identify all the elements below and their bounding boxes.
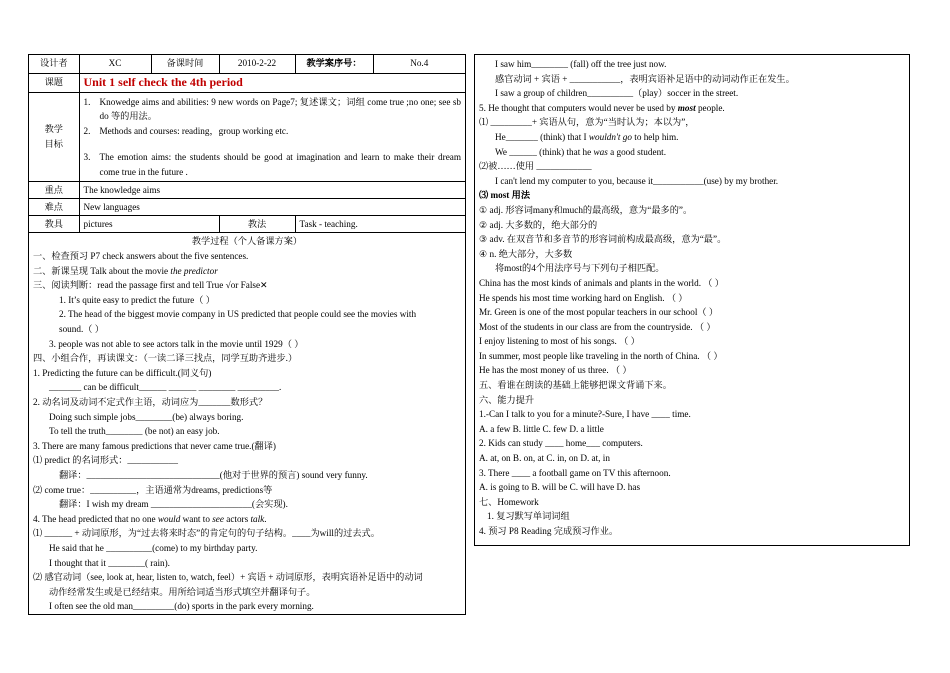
text-line: I can't lend my computer to you, because it___________(use) by my brother.: [495, 175, 779, 186]
text-line: A. a few B. little C. few D. a little: [479, 423, 604, 434]
difficult-row: [29, 199, 465, 216]
text-line: He_______ (think) that I wouldn't go to help him.: [495, 131, 679, 142]
text-line: 七、Homework: [479, 496, 539, 507]
text-line: 1.-Can I talk to you for a minute?-Sure, I have ____ time.: [479, 409, 691, 420]
topic-title: Unit 1 self check the 4th period: [79, 73, 465, 92]
tools-label: 教具: [29, 216, 79, 233]
text-line: 5. He thought that computers would never be used by most people.: [479, 102, 725, 113]
seq-value: No.4: [373, 55, 465, 73]
tools-value: pictures: [79, 216, 219, 233]
text-line: I often see the old man_________(do) sports in the park every morning.: [49, 601, 314, 612]
text-line: I enjoy listening to most of his songs. （ ）: [479, 336, 640, 347]
text-line: China has the most kinds of animals and plants in the world. （ ）: [479, 277, 724, 288]
text-line: Doing such simple jobs________(be) always boring.: [49, 411, 244, 422]
text-line: 2. The head of the biggest movie company in US predicted that people could see the movies with: [59, 309, 417, 320]
text-line: ① adj. 形容词many和much的最高级，意为“最多的”。: [479, 204, 693, 215]
teaching-process: [29, 233, 465, 614]
aims-list: [79, 92, 465, 182]
text-line: 1. It’s quite easy to predict the future（ ）: [59, 294, 215, 305]
text-line: 2. Kids can study ____ home___ computers.: [479, 438, 643, 449]
designer-value: XC: [79, 55, 151, 73]
topic-row: [29, 73, 465, 92]
method-label: 教法: [219, 216, 295, 233]
tools-row: [29, 216, 465, 233]
aim-item: 1. Knowedge aims and abilities: 9 new words on Page7; 复述课文；词组 come true ;no one; see sb do 等的用法。: [83, 96, 461, 122]
text-line: 3. people was not able to see actors talk in the movie until 1929（ ）: [49, 338, 304, 349]
aims-row: [29, 92, 465, 182]
text-line: ⑴ ______ + 动词原形，为“过去将来时态”的肯定句的句子结构。____为will的过去式。: [33, 528, 380, 539]
text-line: ③ adv. 在双音节和多音节的形容词前构成最高级，意为“最”。: [479, 234, 727, 245]
text-line: 1. Predicting the future can be difficult.(同义句): [33, 367, 212, 378]
text-line: 1. 复习默写单词词组: [487, 511, 570, 522]
text-line: 动作经常发生或是已经结束。用所给词适当形式填空并翻译句子。: [49, 586, 316, 597]
text-line: He spends his most time working hard on English. （ ）: [479, 292, 688, 303]
lesson-plan-right-column: [474, 54, 910, 546]
aims-label-line1: 教学: [44, 124, 63, 135]
difficult-value: New languages: [79, 199, 465, 216]
text-line: 二、新课呈现 Talk about the movie the predictor: [33, 265, 218, 276]
date-label: 备课时间: [151, 55, 219, 73]
text-line: I saw a group of children__________（play）soccer in the street.: [495, 88, 739, 99]
process-title: 教学过程（个人备课方案）: [191, 236, 303, 247]
text-line: ② adj. 大多数的，绝大部分的: [479, 219, 598, 230]
text-line: 六、能力提升: [479, 394, 535, 405]
designer-label: 设计者: [29, 55, 79, 73]
text-line: _______ can be difficult______ ______ ________ _________.: [49, 382, 282, 393]
text-line: I saw him________ (fall) off the tree just now.: [495, 59, 667, 69]
aims-label-line2: 目标: [44, 138, 63, 149]
text-line: 翻译：_____________________________(他对于世界的预言) sound very funny.: [59, 469, 368, 480]
text-line: 4. The head predicted that no one would want to see actors talk.: [33, 513, 267, 524]
difficult-label: 难点: [29, 199, 79, 216]
aim-item: 2. Methods and courses: reading，group working etc.: [83, 125, 289, 136]
text-line: ④ n. 绝大部分，大多数: [479, 248, 573, 259]
key-point-row: [29, 182, 465, 199]
date-value: 2010-2-22: [219, 55, 295, 73]
text-line: Most of the students in our class are from the countryside. （ ）: [479, 321, 716, 332]
text-line: 将most的4个用法序号与下列句子相匹配。: [495, 263, 665, 274]
text-line: 3. There ____ a football game on TV this afternoon.: [479, 467, 671, 478]
text-line: To tell the truth________ (be not) an easy job.: [49, 426, 220, 437]
text-line: ⑴ _________+ 宾语从句，意为“当时认为；本以为”，: [479, 117, 695, 128]
text-line: 翻译：I wish my dream ______________________(会实现).: [59, 499, 288, 510]
text-line: 一、检查预习 P7 check answers about the five sentences.: [33, 251, 249, 262]
aim-item: 3. The emotion aims: the students should be good at imagination and learn to make their dream come true in the future .: [83, 152, 461, 177]
text-line: ⑵ come true：__________，主语通常为dreams, predictions等: [33, 484, 273, 495]
key-point-value: The knowledge aims: [79, 182, 465, 199]
text-line: Mr. Green is one of the most popular teachers in our school（ ）: [479, 307, 719, 318]
text-line: A. at, on B. on, at C. in, on D. at, in: [479, 453, 610, 464]
text-line: ⑵被……使用 ____________: [479, 161, 592, 172]
text-line: ⑶ most 用法: [479, 190, 531, 201]
text-line: ⑴ predict 的名词形式：___________: [33, 455, 178, 466]
lesson-plan-left-column: [28, 54, 466, 615]
text-line: sound.（ ）: [59, 324, 104, 335]
text-line: He has the most money of us three. （ ）: [479, 365, 632, 376]
text-line: In summer, most people like traveling in the north of China. （ ）: [479, 350, 723, 361]
aims-label: [29, 92, 79, 182]
topic-label: 课题: [29, 73, 79, 92]
text-line: A. is going to B. will be C. will have D. has: [479, 482, 641, 493]
text-line: I thought that it ________( rain).: [49, 557, 170, 568]
text-line: 感官动词 + 宾语 + ___________，表明宾语补足语中的动词动作正在发生。: [495, 73, 795, 84]
method-value: Task - teaching.: [295, 216, 465, 233]
text-line: 五、看谁在朗读的基础上能够把课文背诵下来。: [479, 380, 672, 391]
text-line: 4. 预习 P8 Reading 完成预习作业。: [479, 526, 619, 536]
text-line: 四、小组合作，再读课文：（一读二译三找点，同学互助齐进步.）: [33, 353, 298, 364]
process-lines: [33, 249, 461, 614]
text-line: He said that he __________(come) to my birthday party.: [49, 542, 258, 553]
lesson-info-table: [29, 55, 465, 233]
key-point-label: 重点: [29, 182, 79, 199]
seq-label: 教学案序号：: [295, 55, 373, 73]
text-line: ⑵ 感官动词（see, look at, hear, listen to, watch, feel）+ 宾语 + 动词原形，表明宾语补足语中的动词: [33, 572, 423, 583]
text-line: 三、阅读判断：read the passage first and tell True √or False✕: [33, 280, 268, 291]
text-line: 2. 动名词及动词不定式作主语，动词应为_______数形式？: [33, 397, 268, 407]
text-line: We ______ (think) that he was a good student.: [495, 146, 667, 157]
header-row: [29, 55, 465, 73]
right-lines: [479, 57, 905, 539]
text-line: 3. There are many famous predictions that never came true.(翻译): [33, 440, 276, 451]
